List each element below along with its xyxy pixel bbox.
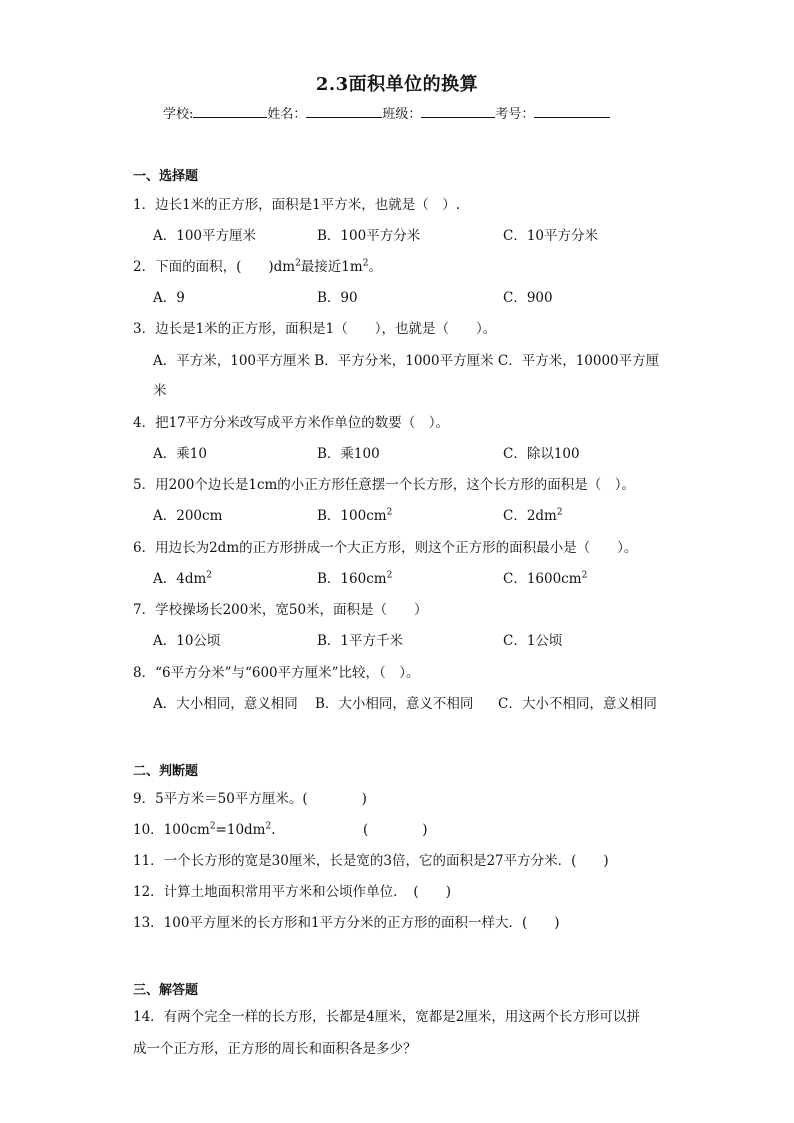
number-blank — [534, 105, 610, 118]
q5-option-c: C．$2dm^2$ — [503, 507, 563, 524]
question-2: 2．下面的面积，( )$dm^2$最接近$1m^2$。 — [133, 258, 382, 275]
q8-option-a: A．大小相同，意义相同 — [153, 696, 298, 712]
q6-option-c: C．$1600cm^2$ — [503, 570, 588, 587]
q2-option-b: B．90 — [317, 290, 358, 306]
question-10-paren: ( ) — [363, 822, 428, 838]
question-9: 9．5平方米＝50平方厘米。( ) — [133, 791, 367, 807]
question-10: 10．$100cm^2=10dm^2$. — [133, 821, 276, 838]
question-1: 1．边长1米的正方形，面积是1平方米，也就是（ ）. — [133, 197, 461, 213]
q4-option-c: C．除以100 — [503, 446, 580, 462]
section-heading-choice: 一、选择题 — [133, 169, 199, 184]
student-info-line — [163, 103, 610, 122]
question-12: 12．计算土地面积常用平方米和公顷作单位． ( ) — [133, 884, 451, 900]
q8-option-c: C．大小不相同，意义相同 — [498, 696, 657, 712]
page-title: 2.3面积单位的换算 — [315, 74, 479, 95]
question-8: 8．“6平方分米”与“600平方厘米”比较，（ ）。 — [133, 665, 420, 681]
section-heading-judge: 二、判断题 — [133, 764, 199, 779]
q1-option-b: B．100平方分米 — [317, 228, 421, 244]
q5-option-b: B．$100cm^2$ — [317, 507, 393, 524]
q8-option-b: B．大小相同，意义不相同 — [315, 696, 474, 712]
question-4: 4．把17平方分米改写成平方米作单位的数要（ ）。 — [133, 415, 450, 431]
question-14-line1: 14．有两个完全一样的长方形，长都是4厘米，宽都是2厘米，用这两个长方形可以拼 — [133, 1009, 640, 1025]
q1-option-a: A．100平方厘米 — [153, 228, 257, 244]
name-label: 姓名： — [267, 107, 307, 122]
number-label: 考号： — [495, 107, 535, 122]
school-label: 学校: — [163, 107, 194, 122]
question-13: 13．100平方厘米的长方形和1平方分米的正方形的面积一样大．( ) — [133, 915, 560, 931]
class-blank — [421, 105, 495, 118]
q1-option-c: C．10平方分米 — [503, 228, 599, 244]
q3-options-line1: A．平方米，100平方厘米 B．平方分米，1000平方厘米 C．平方米，10000平方厘 — [153, 353, 660, 369]
q5-option-a: A．200cm — [153, 508, 223, 524]
q3-options-line2: 米 — [153, 383, 167, 399]
q2-option-a: A．9 — [153, 290, 185, 306]
q7-option-a: A．10公顷 — [153, 633, 221, 649]
question-7: 7．学校操场长200米，宽50米，面积是（ ） — [133, 602, 428, 618]
question-3: 3．边长是1米的正方形，面积是1（ ），也就是（ ）。 — [133, 321, 497, 337]
q7-option-b: B．1平方千米 — [317, 633, 404, 649]
q7-option-c: C．1公顷 — [503, 633, 563, 649]
section-heading-answer: 三、解答题 — [133, 983, 199, 998]
question-11: 11．一个长方形的宽是30厘米，长是宽的3倍，它的面积是27平方分米．( ) — [133, 853, 609, 869]
q4-option-a: A．乘10 — [153, 446, 207, 462]
class-label: 班级： — [382, 107, 422, 122]
q6-option-b: B．$160cm^2$ — [317, 570, 393, 587]
q4-option-b: B．乘100 — [317, 446, 380, 462]
name-blank — [306, 105, 382, 118]
school-blank — [193, 105, 267, 118]
question-6: 6．用边长为2dm的正方形拼成一个大正方形，则这个正方形的面积最小是（ ）。 — [133, 540, 638, 556]
question-5: 5．用200个边长是1cm的小正方形任意摆一个长方形，这个长方形的面积是（ ）。 — [133, 477, 636, 493]
q6-option-a: A．$4dm^2$ — [153, 570, 213, 587]
q2-option-c: C．900 — [503, 290, 553, 306]
question-14-line2: 成一个正方形，正方形的周长和面积各是多少？ — [133, 1041, 417, 1057]
